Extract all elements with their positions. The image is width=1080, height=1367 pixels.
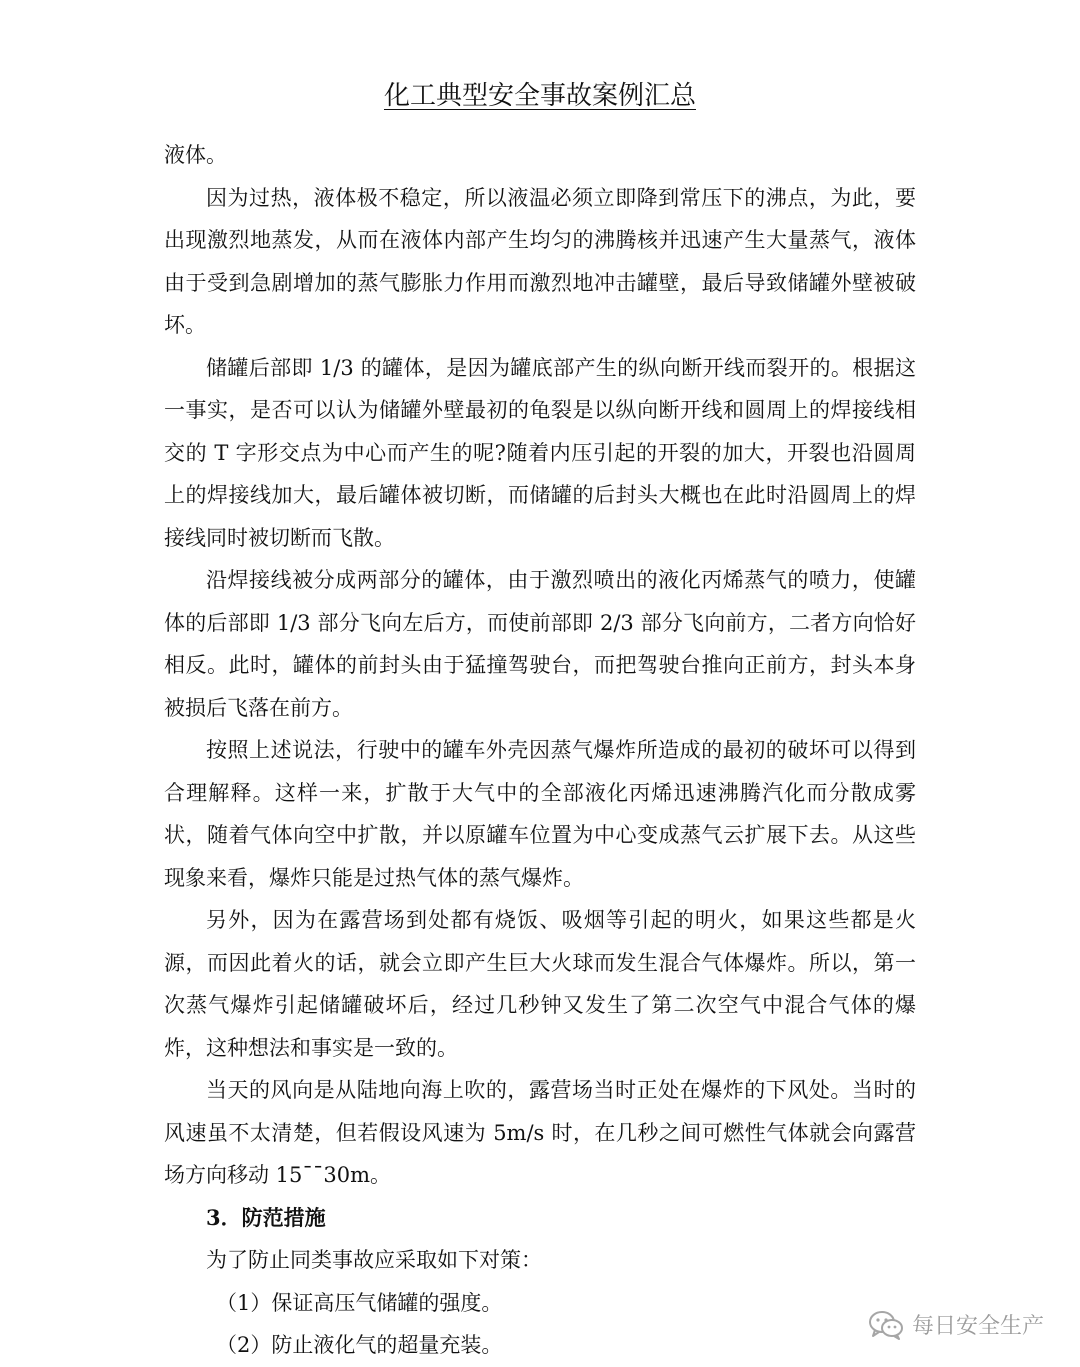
document-title <box>0 78 1080 114</box>
section-intro: 为了防止同类事故应采取如下对策： <box>206 1248 542 1272</box>
paragraph: 储罐后部即 1/3 的罐体，是因为罐底部产生的纵向断开线而裂开的。根据这一事实，是否可以认为储罐外壁最初的龟裂是以纵向断开线和圆周上的焊接线相交的 T 字形交点为中心而产生的呢?随着内压引起的开裂的加大，开裂也沿圆周上的焊接线加大，最后罐体被切断，而储罐的后封头大概也在此时沿圆周上的焊接线同时被切断而飞散。 <box>164 355 916 550</box>
wechat-icon <box>868 1310 904 1340</box>
watermark <box>868 1309 1044 1340</box>
section-heading: 3．防范措施 <box>206 1204 326 1230</box>
measure-item: （1）保证高压气储罐的强度。 <box>216 1290 503 1315</box>
watermark-text: 每日安全生产 <box>911 1314 1044 1339</box>
document-body <box>164 134 916 1367</box>
paragraph: 因为过热，液体极不稳定，所以液温必须立即降到常压下的沸点，为此，要出现激烈地蒸发，从而在液体内部产生均匀的沸腾核并迅速产生大量蒸气，液体由于受到急剧增加的蒸气膨胀力作用而激烈地冲击罐壁，最后导致储罐外壁被破坏。 <box>164 185 916 337</box>
document-title-text: 化工典型安全事故案例汇总 <box>383 81 696 111</box>
paragraph-continuation: 液体。 <box>164 143 227 167</box>
measure-item: （2）防止液化气的超量充装。 <box>216 1333 503 1357</box>
paragraph: 沿焊接线被分成两部分的罐体，由于激烈喷出的液化丙烯蒸气的喷力，使罐体的后部即 1/3 部分飞向左后方，而使前部即 2/3 部分飞向前方，二者方向恰好相反。此时，罐体的前封头由于猛撞驾驶台，而把驾驶台推向正前方，封头本身被损后飞落在前方。 <box>164 568 916 720</box>
paragraph: 另外，因为在露营场到处都有烧饭、吸烟等引起的明火，如果这些都是火源，而因此着火的话，就会立即产生巨大火球而发生混合气体爆炸。所以，第一次蒸气爆炸引起储罐破坏后，经过几秒钟又发生了第二次空气中混合气体的爆炸，这种想法和事实是一致的。 <box>164 908 916 1060</box>
paragraph: 按照上述说法，行驶中的罐车外壳因蒸气爆炸所造成的最初的破坏可以得到合理解释。这样一来，扩散于大气中的全部液化丙烯迅速沸腾汽化而分散成雾状，随着气体向空中扩散，并以原罐车位置为中心变成蒸气云扩展下去。从这些现象来看，爆炸只能是过热气体的蒸气爆炸。 <box>164 738 916 890</box>
paragraph: 当天的风向是从陆地向海上吹的，露营场当时正处在爆炸的下风处。当时的风速虽不太清楚，但若假设风速为 5m/s 时，在几秒之间可燃性气体就会向露营场方向移动 15¯¯30m。 <box>164 1078 916 1187</box>
